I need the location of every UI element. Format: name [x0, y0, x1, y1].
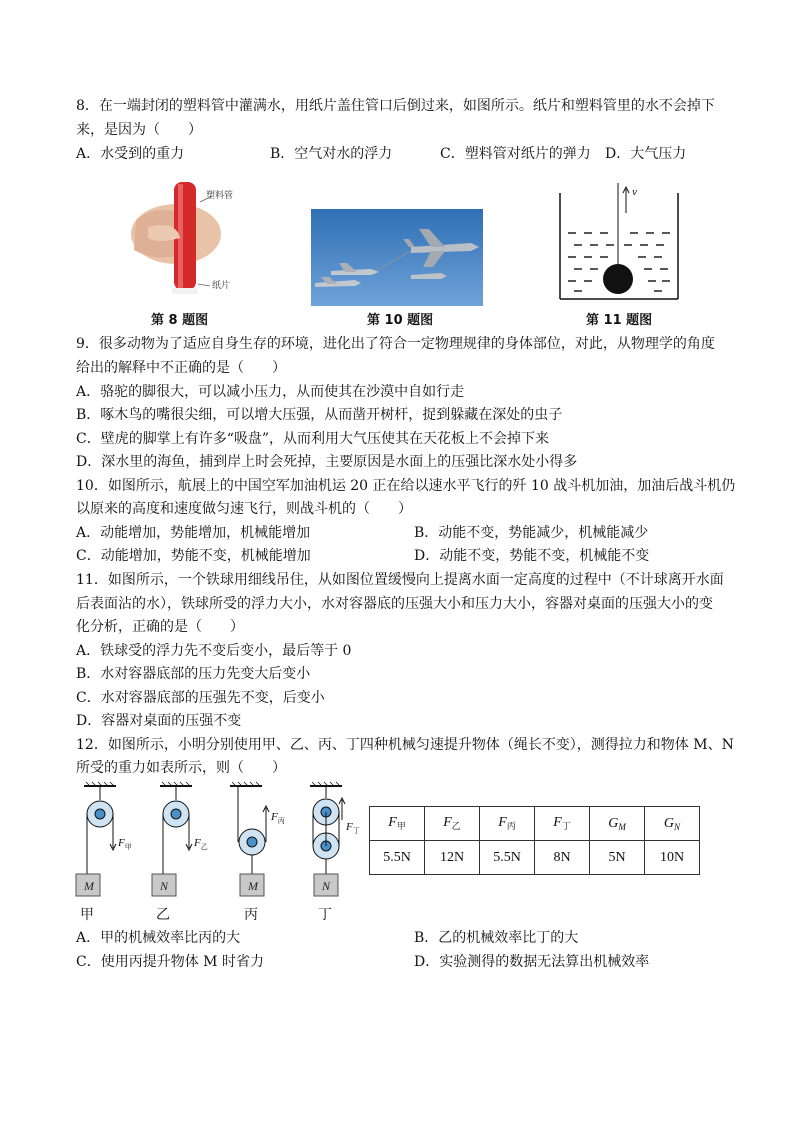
force-sub-jia: 甲 — [124, 843, 132, 851]
figure-11-ball-water — [558, 183, 680, 303]
pulley-name-bing: 丙 — [244, 907, 258, 923]
caption-fig10: 第 10 题图 — [367, 313, 434, 328]
q10-option-a: A．动能增加，势能增加，机械能增加 — [76, 525, 311, 541]
pulley-name-jia: 甲 — [80, 907, 94, 923]
q11-option-c: C．水对容器底部的压强先不变，后变小 — [76, 690, 325, 706]
q9-stem-line1: 9．很多动物为了适应自身生存的环境，进化出了符合一定物理规律的身体部位，对此，从物理学的角度 — [76, 336, 715, 352]
force-label-yi: F — [194, 837, 201, 849]
force-label-ding: F — [346, 821, 353, 833]
svg-text:F丁 — [345, 821, 360, 835]
q9-option-a: A．骆驼的脚很大，可以减小压力，从而使其在沙漠中自如行走 — [76, 384, 465, 400]
q10-stem-line1: 10．如图所示，航展上的中国空军加油机运 20 正在给以速水平飞行的歼 10 战斗机加油，加油后战斗机仍 — [76, 478, 736, 494]
q9-option-d: D．深水里的海鱼，捕到岸上时会死掉，主要原因是水面上的压强比深水处小得多 — [76, 454, 578, 470]
q11-option-a: A．铁球受的浮力先不变后变小，最后等于 0 — [76, 643, 352, 659]
q11-option-d: D．容器对桌面的压强不变 — [76, 713, 242, 729]
pulley-name-ding: 丁 — [318, 907, 332, 923]
q12-option-b: B．乙的机械效率比丁的大 — [414, 930, 579, 946]
q9-option-c: C．壁虎的脚掌上有许多“吸盘”，从而利用大气压使其在天花板上不会掉下来 — [76, 431, 550, 447]
table-cell: 8N — [535, 841, 590, 875]
q10-option-b: B．动能不变，势能减少，机械能减少 — [414, 525, 649, 541]
svg-text:F甲 — [117, 837, 132, 851]
q10-stem-line2: 以原来的高度和速度做匀速飞行，则战斗机的（ ） — [76, 501, 412, 517]
table-cell: 10N — [645, 841, 700, 875]
figure-8-tube — [118, 172, 268, 302]
block-yi: N — [160, 879, 169, 893]
table-cell: 12N — [425, 841, 480, 875]
table-cell: 5.5N — [370, 841, 425, 875]
q8-option-c: C．塑料管对纸片的弹力 — [440, 146, 591, 162]
q8-stem-line1: 8．在一端封闭的塑料管中灌满水，用纸片盖住管口后倒过来，如图所示。纸片和塑料管里的水不会掉下 — [76, 98, 715, 114]
q10-option-d: D．动能不变，势能不变，机械能不变 — [414, 548, 650, 564]
q11-stem-line3: 化分析，正确的是（ ） — [76, 619, 244, 635]
svg-text:F乙 — [193, 837, 208, 851]
q11-stem-line2: 后表面沾的水），铁球所受的浮力大小，水对容器底的压强大小和压力大小，容器对桌面的压强大小的变 — [76, 596, 713, 612]
caption-fig11: 第 11 题图 — [586, 313, 653, 328]
table-cell: 5.5N — [480, 841, 535, 875]
table-header-cell: $G_N$ — [645, 807, 700, 841]
q8-stem-line2: 来，是因为（ ） — [76, 122, 202, 138]
q12-option-d: D．实验测得的数据无法算出机械效率 — [414, 954, 650, 970]
q9-stem-line2: 给出的解释中不正确的是（ ） — [76, 360, 286, 376]
q12-option-a: A．甲的机械效率比丙的大 — [76, 930, 241, 946]
q11-stem-line1: 11．如图所示，一个铁球用细线吊住，从如图位置缓慢向上提离水面一定高度的过程中（不计球离开水面 — [76, 572, 724, 588]
force-sub-yi: 乙 — [200, 843, 208, 851]
force-label-jia: F — [118, 837, 125, 849]
caption-fig8: 第 8 题图 — [151, 313, 209, 328]
table-header-cell: $F_乙$ — [425, 807, 480, 841]
fig8-label-tube: 塑料管 — [206, 191, 234, 201]
figure-10-refuel — [311, 209, 483, 306]
table-header-row — [370, 807, 700, 841]
q12-pulley-diagrams — [70, 780, 360, 898]
table-row — [370, 841, 700, 875]
q11-option-b: B．水对容器底部的压力先变大后变小 — [76, 666, 311, 682]
svg-text:F丙 — [270, 811, 285, 825]
q12-stem-line2: 所受的重力如表所示，则（ ） — [76, 760, 286, 776]
block-jia: M — [84, 879, 94, 893]
table-header-cell: $F_甲$ — [370, 807, 425, 841]
q8-option-a: A．水受到的重力 — [76, 146, 185, 162]
pulley-name-yi: 乙 — [156, 907, 170, 923]
table-header-cell: $F_丙$ — [480, 807, 535, 841]
q12-data-table — [369, 806, 700, 875]
table-header-cell: $F_丁$ — [535, 807, 590, 841]
force-sub-bing: 丙 — [277, 817, 285, 825]
table-header-cell: $G_M$ — [590, 807, 645, 841]
force-sub-ding: 丁 — [352, 827, 360, 835]
block-ding: N — [322, 879, 331, 893]
q8-option-d: D．大气压力 — [605, 146, 687, 162]
fig8-label-paper: 纸片 — [212, 281, 231, 291]
q12-option-c: C．使用丙提升物体 M 时省力 — [76, 954, 264, 970]
table-cell: 5N — [590, 841, 645, 875]
q9-option-b: B．啄木鸟的嘴很尖细，可以增大压强，从而凿开树杆，捉到躲藏在深处的虫子 — [76, 407, 563, 423]
block-bing: M — [248, 879, 258, 893]
fig11-label-v: v — [632, 188, 638, 198]
q10-option-c: C．动能增加，势能不变，机械能增加 — [76, 548, 311, 564]
q12-stem-line1: 12．如图所示，小明分别使用甲、乙、丙、丁四种机械匀速提升物体（绳长不变），测得拉力和物体 M、N — [76, 737, 734, 753]
force-label-bing: F — [271, 811, 278, 823]
q8-option-b: B．空气对水的浮力 — [270, 146, 393, 162]
